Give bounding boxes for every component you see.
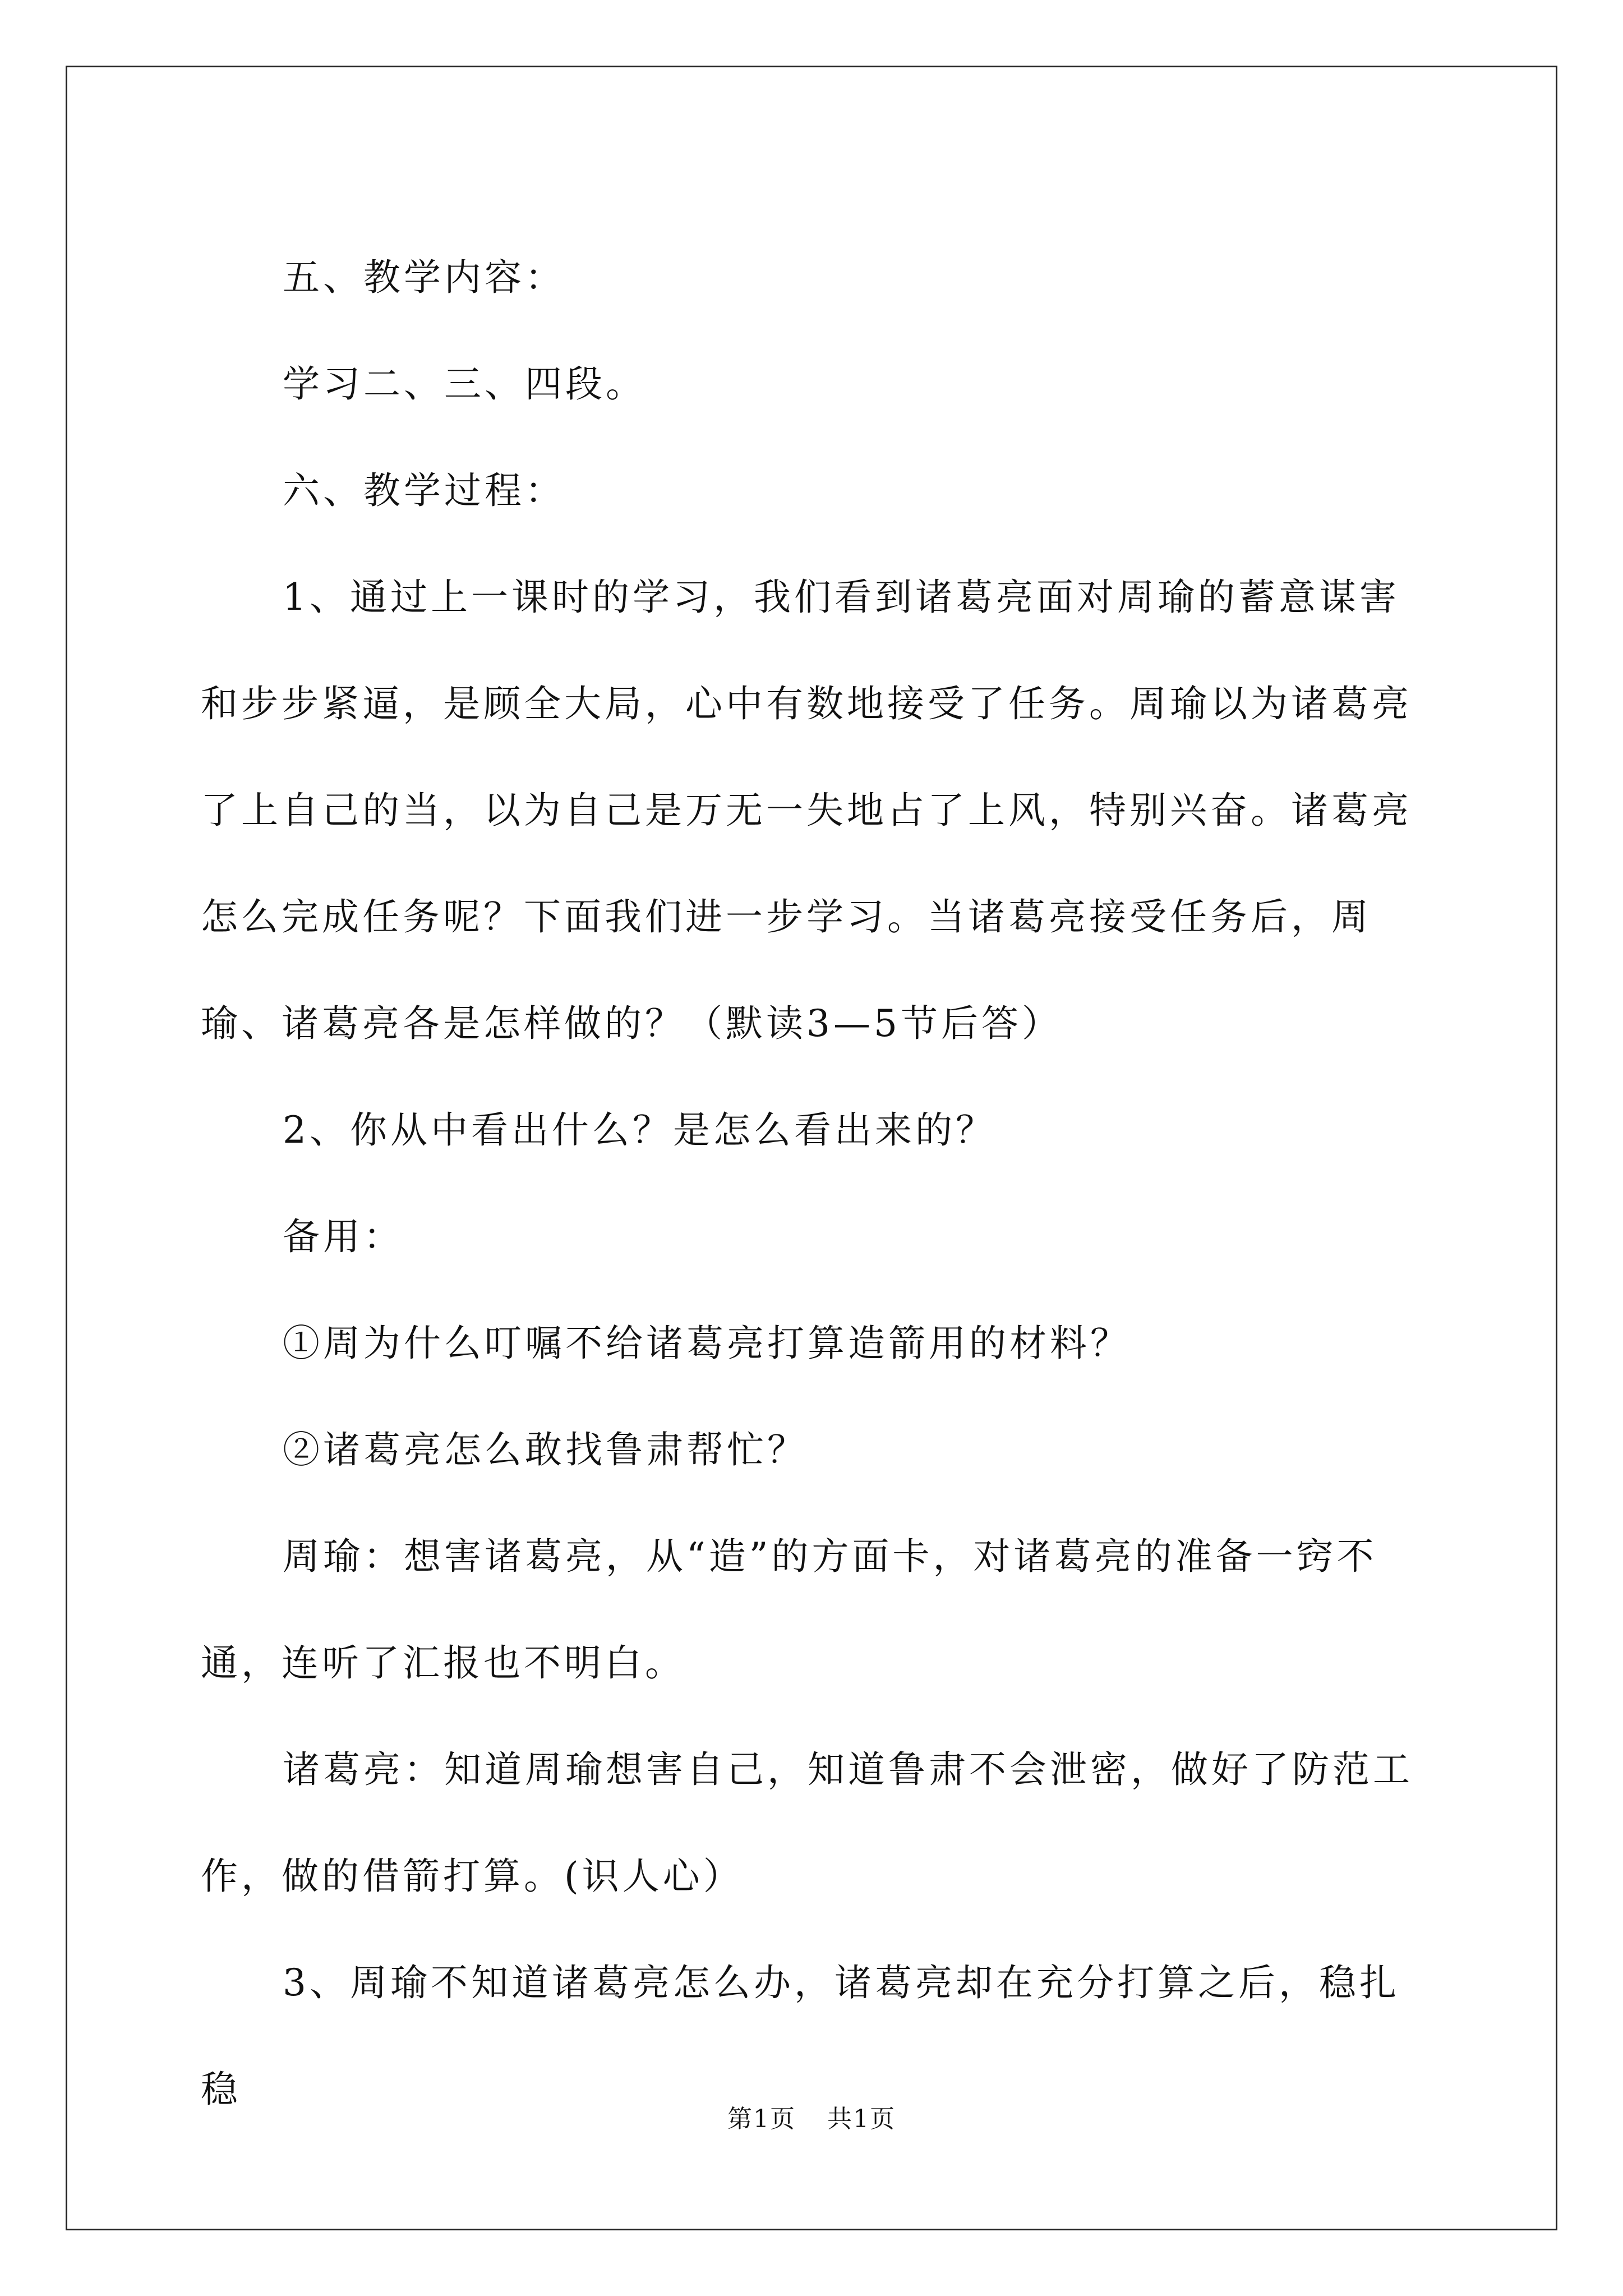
- page-total: 共1页: [827, 2105, 896, 2133]
- page-footer: [0, 2102, 1623, 2136]
- paragraph-question-two: ②诸葛亮怎么敢找鲁肃帮忙？: [283, 1428, 808, 1471]
- paragraph-step-three: 3、周瑜不知道诸葛亮怎么办，诸葛亮却在充分打算之后，稳扎稳: [201, 1961, 1400, 2111]
- document-body: [201, 224, 1435, 2143]
- paragraph-section-six: 六、教学过程：: [283, 469, 565, 512]
- paragraph-question-one: ①周为什么叮嘱不给诸葛亮打算造箭用的材料？: [283, 1322, 1131, 1365]
- paragraph-backup: 备用：: [283, 1215, 404, 1258]
- paragraph-step-two: 2、你从中看出什么？是怎么看出来的？: [283, 1108, 996, 1152]
- paragraph-zhouyu: 周瑜：想害诸葛亮，从“造”的方面卡，对诸葛亮的准备一窍不通，连听了汇报也不明白。: [201, 1535, 1377, 1685]
- paragraph-study-sections: 学习二、三、四段。: [283, 362, 646, 406]
- paragraph-section-five: 五、教学内容：: [283, 256, 565, 299]
- paragraph-zhugeliang: 诸葛亮：知道周瑜想害自己，知道鲁肃不会泄密，做好了防范工作，做的借箭打算。(识人心）: [201, 1748, 1413, 1898]
- paragraph-step-one: 1、通过上一课时的学习，我们看到诸葛亮面对周瑜的蓄意谋害和步步紧逼，是顾全大局，心中有数地接受了任务。周瑜以为诸葛亮了上自己的当，以为自己是万无一失地占了上风，特别兴奋。诸葛亮怎么完成任务呢？下面我们进一步学习。当诸葛亮接受任务后，周瑜、诸葛亮各是怎样做的？（默读3—5节后答）: [201, 576, 1412, 1045]
- page-number: 第1页: [727, 2105, 796, 2133]
